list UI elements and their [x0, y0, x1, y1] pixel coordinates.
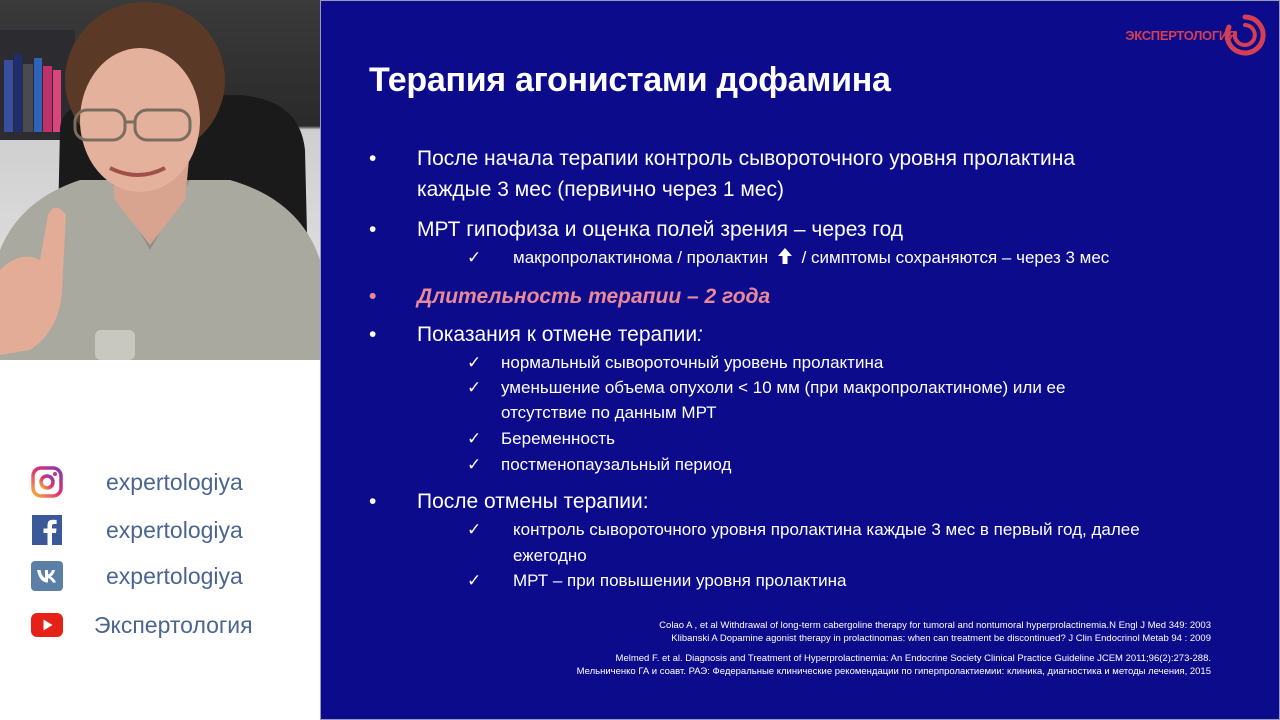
bullet-marker: •: [369, 285, 377, 308]
reference: Melmed F. et al. Diagnosis and Treatment of Hyperprolactinemia: An Endocrine Society Clinical Practice Guideline JCEM 2011;96(2):273-288.: [615, 653, 1211, 664]
presenter: [0, 0, 320, 360]
check-icon: ✓: [467, 248, 482, 267]
facebook-icon: [30, 514, 64, 546]
social-label: expertologiya: [106, 562, 243, 589]
bullet-text: МРТ гипофиза и оценка полей зрения – через год: [417, 218, 904, 241]
bullet-text: После начала терапии контроль сывороточного уровня пролактина: [417, 147, 1076, 170]
reference: Мельниченко ГА и соавт. РАЭ: Федеральные клинические рекомендации по гиперпролактиемии: клиника, диагностика и методы лечения, 2015: [576, 666, 1211, 677]
social-link-youtube[interactable]: [30, 609, 253, 641]
youtube-icon: [30, 609, 64, 641]
social-label: Экспертология: [94, 611, 253, 638]
check-icon: ✓: [467, 571, 482, 590]
check-icon: ✓: [467, 455, 482, 474]
instagram-icon: [30, 466, 64, 498]
subbullet-text: Беременность: [501, 429, 616, 448]
bullet-marker: •: [369, 323, 377, 346]
webcam-video: [0, 0, 320, 360]
bullet-marker: •: [369, 147, 377, 170]
bullet-text: каждые 3 мес (первично через 1 мес): [417, 178, 784, 201]
social-links-panel: [0, 360, 320, 720]
vk-icon: [30, 560, 64, 592]
bullet-marker: •: [369, 490, 377, 513]
references-group-1: [659, 619, 1211, 645]
bullet-marker: •: [369, 218, 377, 241]
bullet-text: После отмены терапии:: [417, 490, 649, 513]
references-group-2: [577, 652, 1211, 678]
subbullet-text: нормальный сывороточный уровень пролактина: [501, 353, 884, 372]
social-label: expertologiya: [106, 468, 243, 495]
social-link-instagram[interactable]: [30, 466, 243, 498]
subbullet-text: ежегодно: [513, 546, 587, 565]
bullet-text: Длительность терапии – 2 года: [417, 285, 771, 308]
reference: Colao A , et al Withdrawal of long-term cabergoline therapy for tumoral and nontumoral hyperprolactinemia.N Engl J Med 349: 2003: [659, 620, 1211, 631]
expertologiya-logo: ЭКСПЕРТОЛОГИЯ: [1125, 13, 1267, 57]
check-icon: ✓: [467, 353, 482, 372]
slide-title: Терапия агонистами дофамина: [369, 61, 891, 99]
subbullet-text: уменьшение объема опухоли < 10 мм (при макропролактиноме) или ее: [501, 378, 1066, 397]
subbullet-text: постменопаузальный период: [501, 455, 732, 474]
check-icon: ✓: [467, 378, 482, 397]
social-link-facebook[interactable]: [30, 514, 243, 546]
social-label: expertologiya: [106, 516, 243, 543]
subbullet-text: МРТ – при повышении уровня пролактина: [513, 571, 847, 590]
subbullet-text: отсутствие по данным МРТ: [501, 403, 717, 422]
reference: Klibanski A Dopamine agonist therapy in prolactinomas: when can treatment be discontinued? J Clin Endocrinol Metab 94 : 2009: [671, 633, 1211, 644]
social-link-vk[interactable]: [30, 560, 243, 592]
subbullet-text: макропролактинома / пролактин / симптомы сохраняются – через 3 мес: [513, 248, 1110, 267]
check-icon: ✓: [467, 520, 482, 539]
presentation-slide: [320, 0, 1280, 720]
check-icon: ✓: [467, 429, 482, 448]
subbullet-text: контроль сывороточного уровня пролактина каждые 3 мес в первый год, далее: [513, 520, 1140, 539]
bullet-text: Показания к отмене терапии:: [417, 323, 703, 346]
arrow-up-icon: [777, 247, 793, 265]
